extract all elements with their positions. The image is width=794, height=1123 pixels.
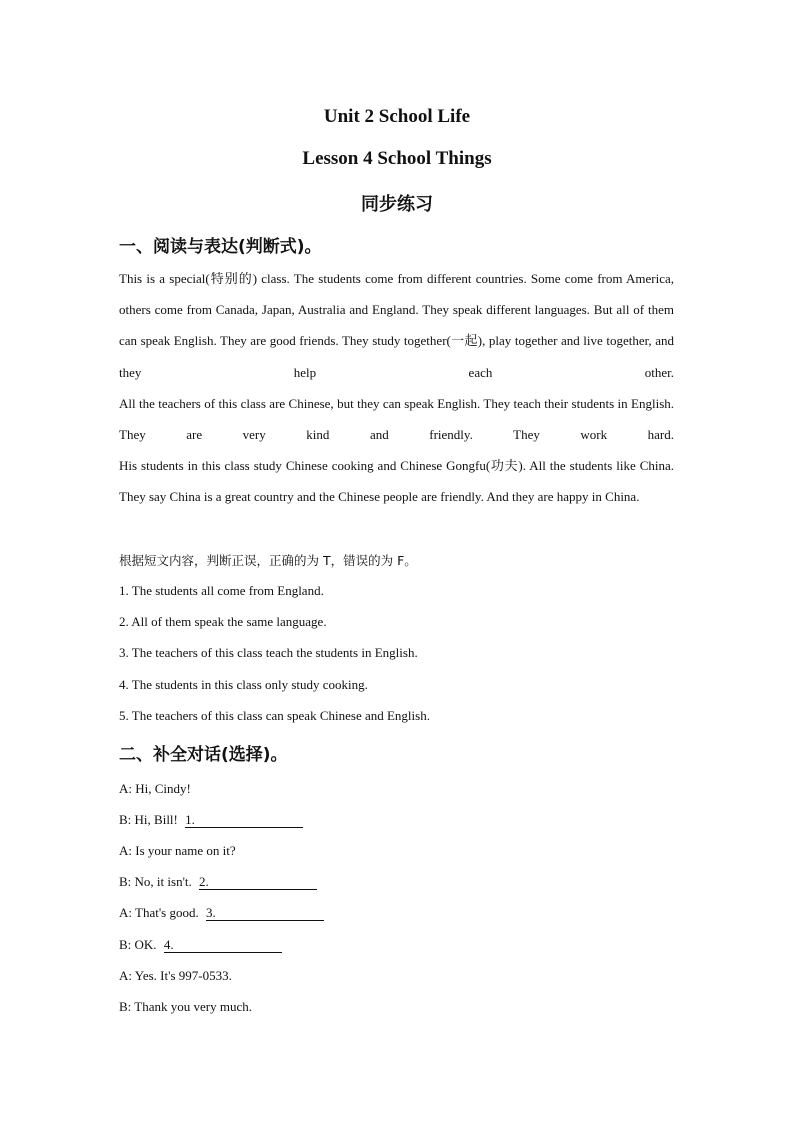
question-3: 3. The teachers of this class teach the students in English. — [119, 645, 418, 660]
answer-blank-4[interactable]: 4. — [164, 938, 282, 953]
dialogue-line-1 — [119, 781, 191, 797]
dialogue-line-7 — [119, 968, 232, 984]
dialogue-text: B: Hi, Bill! — [119, 812, 178, 827]
section2-heading: 二、补全对话(选择)。 — [119, 745, 288, 765]
answer-blank-1[interactable]: 1. — [185, 813, 303, 828]
answer-blank-3[interactable]: 3. — [206, 906, 324, 921]
reading-paragraph-1: This is a special(特别的) class. The students come from different countries. Some come from America, others come from Canada, Japan, Australia and England. They speak different languages. But all of them can speak English. They are good friends. They study together(一起), play together and live together, and they help each other. — [119, 271, 674, 380]
question-1: 1. The students all come from England. — [119, 583, 324, 598]
dialogue-line-3 — [119, 843, 236, 859]
dialogue-line-8 — [119, 999, 252, 1015]
dialogue-text: A: Is your name on it? — [119, 843, 236, 858]
section1-instruction: 根据短文内容，判断正误，正确的为 T，错误的为 F。 — [119, 553, 417, 568]
dialogue-text: B: OK. — [119, 937, 157, 952]
dialogue-line-6 — [119, 937, 282, 953]
unit-title: Unit 2 School Life — [323, 106, 471, 127]
lesson-title: Lesson 4 School Things — [302, 148, 492, 169]
answer-blank-2[interactable]: 2. — [199, 875, 317, 890]
section1-heading: 一、阅读与表达(判断式)。 — [119, 237, 322, 257]
dialogue-text: A: That's good. — [119, 905, 199, 920]
dialogue-text: A: Hi, Cindy! — [119, 781, 191, 796]
question-5: 5. The teachers of this class can speak Chinese and English. — [119, 708, 430, 723]
practice-title: 同步练习 — [361, 194, 433, 215]
reading-paragraph-3: His students in this class study Chinese cooking and Chinese Gongfu(功夫). All the students like China. They say China is a great country and the Chinese people are friendly. And they are happy in China. — [119, 458, 674, 505]
dialogue-text: B: No, it isn't. — [119, 874, 192, 889]
dialogue-text: A: Yes. It's 997-0533. — [119, 968, 232, 983]
question-4: 4. The students in this class only study cooking. — [119, 677, 368, 692]
reading-paragraph-2: All the teachers of this class are Chinese, but they can speak English. They teach their students in English. They are very kind and friendly. They work hard. — [119, 396, 674, 443]
dialogue-text: B: Thank you very much. — [119, 999, 252, 1014]
dialogue-line-5 — [119, 905, 324, 921]
dialogue-line-2 — [119, 812, 303, 828]
question-2: 2. All of them speak the same language. — [119, 614, 327, 629]
dialogue-line-4 — [119, 874, 317, 890]
